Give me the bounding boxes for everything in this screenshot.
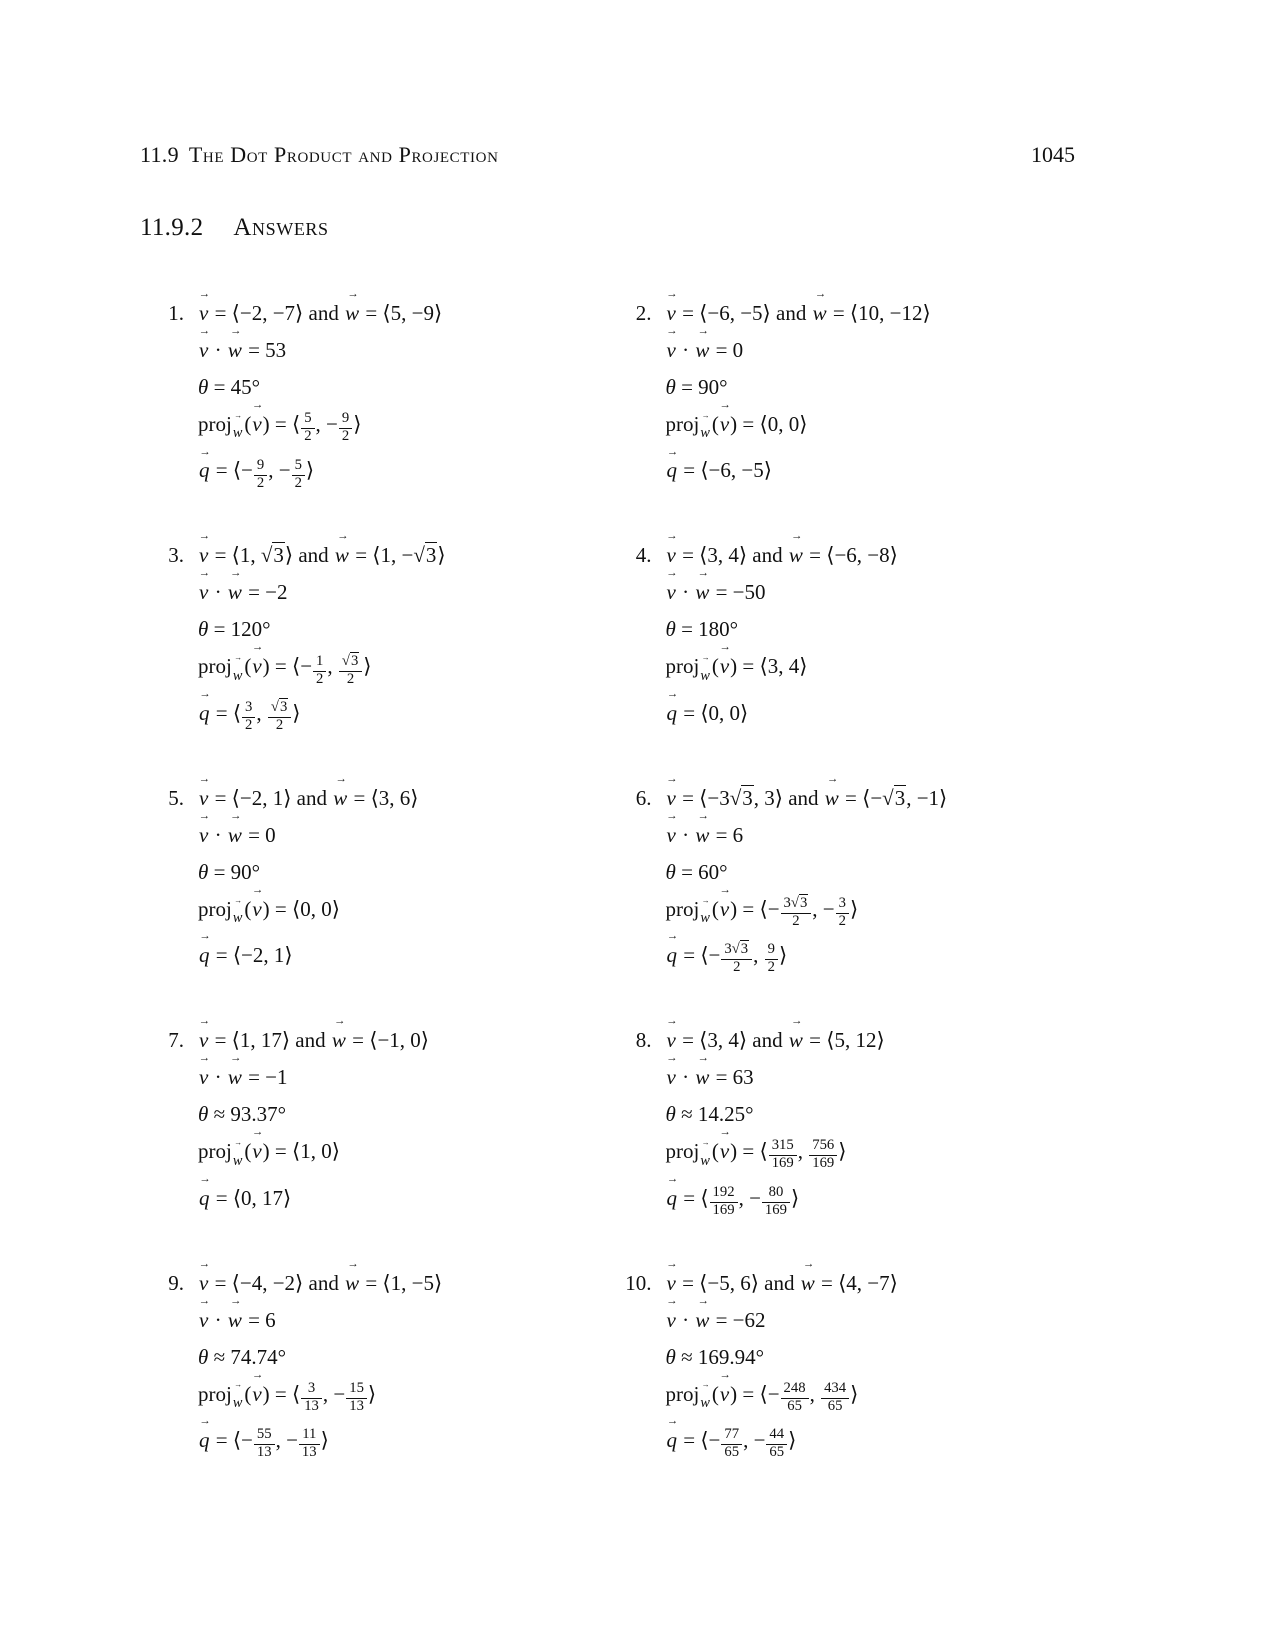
dot-product-line: v → · w → = 0	[665, 325, 744, 362]
problem-body	[198, 288, 608, 494]
angle-line: θ = 120°	[198, 617, 271, 642]
problem-body	[665, 1257, 1076, 1464]
dot-product-line: v → · w → = 53	[198, 325, 287, 362]
answer-item-3	[140, 530, 608, 736]
answer-item-6	[608, 772, 1076, 979]
problem-body	[665, 1015, 1076, 1221]
answer-item-10	[608, 1257, 1076, 1464]
vectors-line: v → = ⟨−2, 1⟩ and w → = ⟨3, 6⟩	[198, 772, 419, 810]
angle-line: θ = 90°	[665, 375, 728, 399]
dot-product-line: v → · w → = −50	[665, 567, 766, 605]
angle-line: θ = 180°	[665, 617, 739, 642]
vectors-line: v → = ⟨−3√3, 3⟩ and w → = ⟨−√3, −1⟩	[665, 772, 948, 810]
problem-body	[198, 772, 608, 975]
angle-line: θ = 90°	[198, 859, 261, 884]
problem-number: 10.	[625, 1270, 652, 1295]
section-heading	[140, 142, 499, 168]
answer-item-4	[608, 530, 1076, 736]
problem-number: 9.	[168, 1270, 184, 1295]
section-number: 11.9	[140, 142, 179, 167]
vectors-line: v → = ⟨1, √3⟩ and w → = ⟨1, −√3⟩	[198, 530, 446, 568]
vectors-line: v → = ⟨−5, 6⟩ and w → = ⟨4, −7⟩	[665, 1257, 898, 1295]
projection-line: proj$_{w \to}$ (v → ) = ⟨ $\frac{3}{13}$ , − $\frac{15}{13}$ ⟩	[198, 1368, 377, 1414]
page-number: 1045	[1031, 142, 1075, 167]
projection-line: proj$_{w \to}$ (v → ) = ⟨0, 0⟩	[665, 399, 808, 442]
subsection-heading	[140, 214, 1075, 242]
projection-line: proj$_{w \to}$ (v → ) = ⟨0, 0⟩	[198, 883, 340, 927]
vectors-line: v → = ⟨3, 4⟩ and w → = ⟨−6, −8⟩	[665, 530, 898, 568]
running-head	[140, 142, 1075, 168]
projection-line: proj$_{w \to}$ (v → ) = ⟨ $\frac{315}{169}$ , $\frac{756}{169}$ ⟩	[665, 1126, 847, 1172]
problem-body	[198, 530, 608, 736]
projection-line: proj$_{w \to}$ (v → ) = ⟨− $\frac{1}{2}$ , $\frac{√3}{2}$ ⟩	[198, 641, 372, 687]
dot-product-line: v → · w → = 0	[198, 809, 276, 847]
problem-number: 7.	[168, 1028, 184, 1053]
answer-item-9	[140, 1257, 608, 1464]
angle-line: θ = 45°	[198, 375, 261, 399]
answer-item-7	[140, 1015, 608, 1221]
projection-line: proj$_{w \to}$ (v → ) = ⟨− $\frac{3√3}{2}$ , − $\frac{3}{2}$ ⟩	[665, 883, 859, 929]
orthogonal-component-line: q → = ⟨− $\frac{77}{65}$ , − $\frac{44}{65}$ ⟩	[666, 1415, 797, 1461]
orthogonal-component-line: q → = ⟨− $\frac{55}{13}$ , − $\frac{11}{13}$ ⟩	[199, 1415, 329, 1461]
orthogonal-component-line: q → = ⟨− $\frac{3√3}{2}$ , $\frac{9}{2}$ ⟩	[666, 930, 788, 976]
orthogonal-component-line: q → = ⟨ $\frac{192}{169}$ , − $\frac{80}{169}$ ⟩	[666, 1172, 800, 1218]
problem-body	[665, 288, 1076, 490]
answer-item-1	[140, 288, 608, 494]
problem-body	[198, 1015, 608, 1217]
angle-line: θ ≈ 14.25°	[665, 1102, 754, 1127]
vectors-line: v → = ⟨−6, −5⟩ and w → = ⟨10, −12⟩	[665, 288, 931, 325]
vectors-line: v → = ⟨1, 17⟩ and w → = ⟨−1, 0⟩	[198, 1015, 429, 1053]
problem-number: 8.	[635, 1028, 652, 1053]
angle-line: θ ≈ 93.37°	[198, 1102, 287, 1127]
subsection-title: Answers	[233, 214, 329, 241]
angle-line: θ ≈ 169.94°	[665, 1344, 765, 1369]
dot-product-line: v → · w → = 6	[198, 1294, 276, 1332]
section-title: The Dot Product and Projection	[188, 142, 499, 167]
projection-line: proj$_{w \to}$ (v → ) = ⟨3, 4⟩	[665, 641, 808, 684]
problem-number: 3.	[168, 543, 184, 568]
vectors-line: v → = ⟨−2, −7⟩ and w → = ⟨5, −9⟩	[198, 288, 443, 325]
vectors-line: v → = ⟨−4, −2⟩ and w → = ⟨1, −5⟩	[198, 1257, 443, 1295]
problem-number: 6.	[635, 785, 652, 810]
orthogonal-component-line: q → = ⟨− $\frac{9}{2}$ , − $\frac{5}{2}$ ⟩	[199, 445, 315, 491]
orthogonal-component-line: q → = ⟨−6, −5⟩	[666, 445, 772, 483]
answer-item-8	[608, 1015, 1076, 1221]
angle-line: θ = 60°	[665, 859, 728, 884]
vectors-line: v → = ⟨3, 4⟩ and w → = ⟨5, 12⟩	[665, 1015, 885, 1053]
dot-product-line: v → · w → = 6	[665, 809, 744, 847]
orthogonal-component-line: q → = ⟨0, 17⟩	[199, 1172, 292, 1210]
problem-number: 4.	[635, 543, 652, 568]
projection-line: proj$_{w \to}$ (v → ) = ⟨− $\frac{248}{65}$ , $\frac{434}{65}$ ⟩	[665, 1368, 859, 1414]
subsection-number: 11.9.2	[140, 214, 204, 241]
answers-list	[140, 288, 1075, 1464]
answer-item-2	[608, 288, 1076, 494]
projection-line: proj$_{w \to}$ (v → ) = ⟨1, 0⟩	[198, 1126, 340, 1169]
problem-number: 2.	[635, 301, 652, 325]
dot-product-line: v → · w → = −2	[198, 567, 288, 605]
answer-item-5	[140, 772, 608, 979]
dot-product-line: v → · w → = −1	[198, 1052, 288, 1090]
projection-line: proj$_{w \to}$ (v → ) = ⟨ $\frac{5}{2}$ , − $\frac{9}{2}$ ⟩	[198, 399, 362, 445]
orthogonal-component-line: q → = ⟨ $\frac{3}{2}$ , $\frac{√3}{2}$ ⟩	[199, 687, 301, 733]
angle-line: θ ≈ 74.74°	[198, 1344, 287, 1369]
problem-number: 1.	[168, 301, 184, 325]
problem-body	[665, 772, 1076, 979]
dot-product-line: v → · w → = 63	[665, 1052, 754, 1090]
orthogonal-component-line: q → = ⟨0, 0⟩	[666, 687, 749, 725]
orthogonal-component-line: q → = ⟨−2, 1⟩	[199, 930, 293, 968]
problem-body	[665, 530, 1076, 732]
dot-product-line: v → · w → = −62	[665, 1294, 766, 1332]
problem-body	[198, 1257, 608, 1464]
problem-number: 5.	[168, 785, 184, 810]
